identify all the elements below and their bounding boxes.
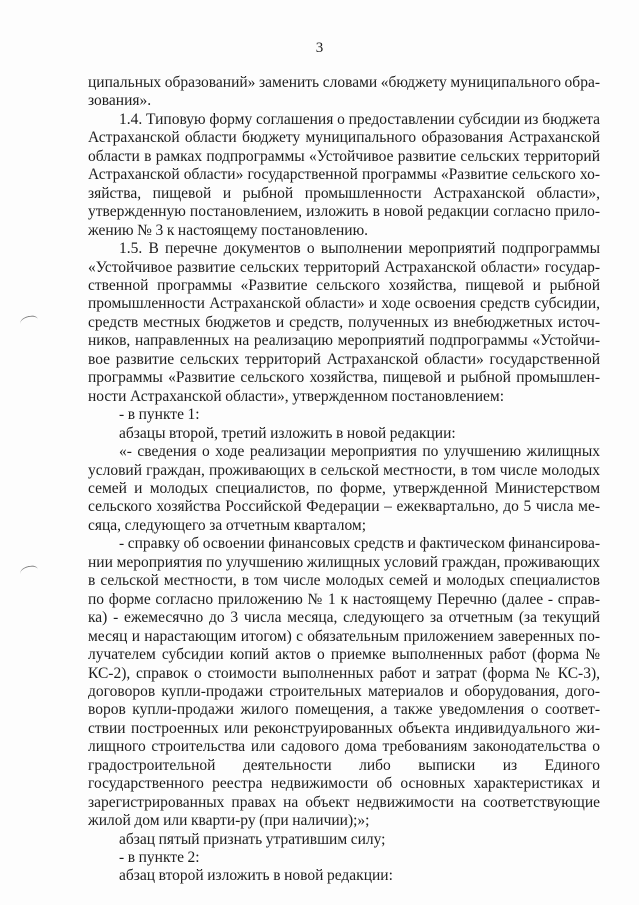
paragraph-1-4: 1.4. Типовую форму соглашения о предоставлении субсидии из бюджета Астраханской области бюджету муниципального образования Астраханской области в рамках подпрограммы «Устойчивое развитие сельских территорий Астраханской области» государственной программы «Развитие сельского хо-зяйства, пищевой и рыбной промышленности Астраханской области», утвержденную постановлением, изложить в новой редакции согласно прило-жению № 3 к настоящему постановлению. [88, 110, 600, 239]
document-body [88, 74, 600, 886]
paragraph-instruction-2: абзац второй изложить в новой редакции: [119, 867, 393, 885]
paragraph-repeal: абзац пятый признать утратившим силу; [119, 830, 386, 848]
paragraph-1-5: 1.5. В перечне документов о выполнении мероприятий подпрограммы «Устойчивое развитие сельских территорий Астраханской области» государ-ственной программы «Развитие сельского хозяйства, пищевой и рыбной промышленности Астраханской области» и ходе освоения средств субсидии, средств местных бюджетов и средств, полученных из внебюджетных источ-ников, направленных на реализацию мероприятий подпрограммы «Устойчи-вое развитие сельских территорий Астраханской области» государственной программы «Развитие сельского хозяйства, пищевой и рыбной промышлен-ности Астраханской области», утвержденном постановлением: [88, 240, 600, 405]
paragraph-quote-report: - справку об освоении финансовых средств и фактическом финансирова-нии мероприятия по улучшению жилищных условий граждан, проживающих в сельской местности, в том числе молодых семей и молодых специалистов по форме согласно приложению № 1 к настоящему Перечню (далее - справ-ка) - ежемесячно до 3 числа месяца, следующего за отчетным (за текущий месяц и нарастающим итогом) с обязательным приложением заверенных по-лучателем субсидии копий актов о приемке выполненных работ (форма № КС-2), справок о стоимости выполненных работ и затрат (форма № КС-3), договоров купли-продажи строительных материалов и оборудования, дого-воров купли-продажи жилого помещения, а также уведомления о соответ-ствии построенных или реконструированных объекта индивидуального жи-лищного строительства или садового дома требованиям законодательства о градостроительной деятельности либо выписки из Единого государственного реестра недвижимости об основных характеристиках и зарегистрированных правах на объект недвижимости на соответствующие жилой дом или кварти-ру (при наличии);»; [88, 535, 600, 830]
punch-hole-mark [19, 315, 38, 328]
paragraph-quote-info: «- сведения о ходе реализации мероприятия по улучшению жилищных условий граждан, проживающих в сельской местности, в том числе молодых семей и молодых специалистов, по форме, утвержденной Министерством сельского хозяйства Российской Федерации – ежеквартально, до 5 числа ме-сяца, следующего за отчетным кварталом; [88, 443, 600, 534]
paragraph-instruction: абзацы второй, третий изложить в новой редакции: [119, 424, 456, 442]
paragraph-item-2: - в пункте 2: [119, 849, 200, 867]
punch-hole-mark [19, 565, 38, 578]
page-number: 3 [315, 40, 324, 56]
paragraph-continuation: ципальных образований» заменить словами «бюджету муниципального обра-зования». [88, 74, 600, 110]
paragraph-item-1: - в пункте 1: [119, 406, 200, 424]
